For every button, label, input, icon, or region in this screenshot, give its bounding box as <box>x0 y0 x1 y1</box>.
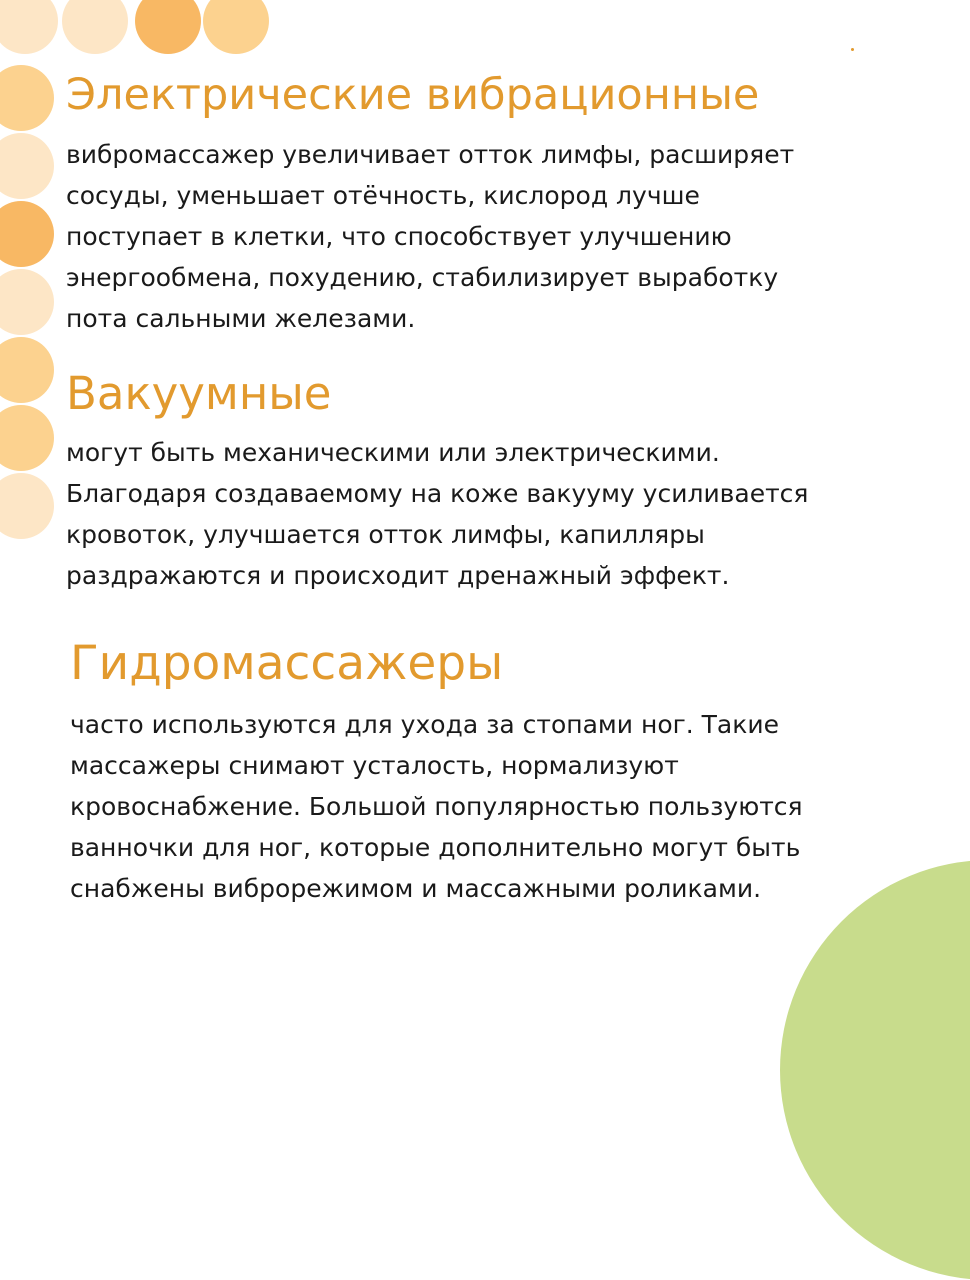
text-line: ванночки для ног, которые дополнительно могут быть <box>70 833 801 862</box>
text-line: массажеры снимают усталость, нормализуют <box>70 751 679 780</box>
decor-green-shape <box>780 860 970 1280</box>
text-line: могут быть механическими или электрическими. <box>66 438 720 467</box>
text-line: кровоснабжение. Большой популярностью пользуются <box>70 792 803 821</box>
decor-circle <box>0 337 54 403</box>
section-title: Гидромассажеры <box>70 636 504 691</box>
decor-circle <box>0 133 54 199</box>
text-line: раздражаются и происходит дренажный эффект. <box>66 561 730 590</box>
text-line: снабжены виброрежимом и массажными роликами. <box>70 874 762 903</box>
decor-circle <box>0 405 54 471</box>
decor-circle <box>135 0 201 54</box>
section-hydromassage <box>70 632 803 909</box>
decor-dot <box>851 48 854 51</box>
decor-circle <box>0 473 54 539</box>
decor-circle <box>62 0 128 54</box>
text-line: пота сальными железами. <box>66 304 416 333</box>
decor-circle <box>0 0 58 54</box>
text-line: кровоток, улучшается отток лимфы, капилляры <box>66 520 705 549</box>
section-body <box>66 432 808 596</box>
section-title: Вакуумные <box>66 367 332 420</box>
text-line: Благодаря создаваемому на коже вакууму усиливается <box>66 479 809 508</box>
section-electric-vibration <box>66 66 794 339</box>
decor-circle <box>0 65 54 131</box>
text-line: поступает в клетки, что способствует улучшению <box>66 222 732 251</box>
text-line: часто используются для ухода за стопами ног. Такие <box>70 710 779 739</box>
text-line: энергообмена, похудению, стабилизирует выработку <box>66 263 779 292</box>
decor-circle <box>0 269 54 335</box>
text-line: сосуды, уменьшает отёчность, кислород лучше <box>66 181 700 210</box>
text-line: вибромассажер увеличивает отток лимфы, расширяет <box>66 140 795 169</box>
decor-circle <box>203 0 269 54</box>
section-body <box>66 134 794 339</box>
decor-circle <box>0 201 54 267</box>
section-vacuum <box>66 364 808 596</box>
section-body <box>70 704 803 909</box>
section-title: Электрические вибрационные <box>66 70 760 120</box>
